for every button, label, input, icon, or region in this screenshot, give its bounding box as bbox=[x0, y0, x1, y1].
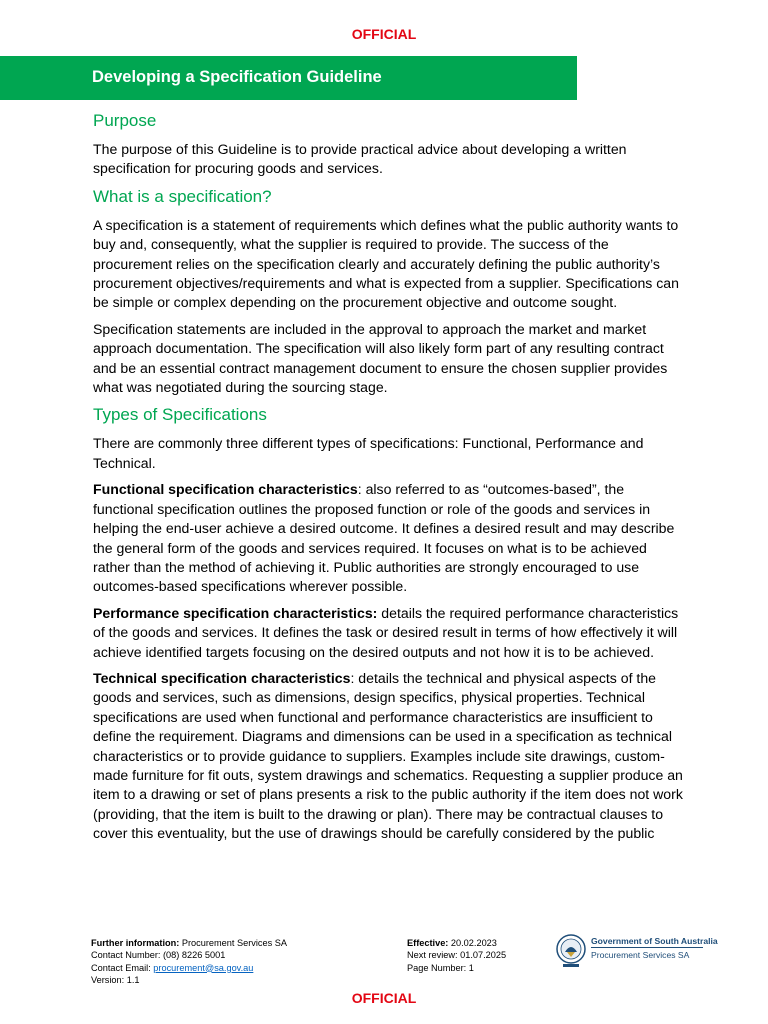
version: Version: 1.1 bbox=[91, 974, 140, 985]
functional-paragraph bbox=[93, 480, 683, 596]
further-label: Further information: bbox=[91, 938, 180, 948]
document-title: Developing a Specification Guideline bbox=[92, 68, 382, 86]
performance-label: Performance specification characteristics: bbox=[93, 604, 378, 621]
what-is-paragraph-1: A specification is a statement of requirements which defines what the public authority wants to buy and, consequently, what the supplier is required to provide. The success of the procurement relies on the specification clearly and accurately defining the public authority’s procurement objectives/requirements and what is expected from a supplier. Specifications can be simple or complex depending on the procurement objective and outcome sought. bbox=[93, 216, 679, 311]
classification-top: OFFICIAL bbox=[351, 26, 417, 42]
classification-bottom: OFFICIAL bbox=[351, 990, 417, 1006]
logo-divider bbox=[591, 947, 703, 948]
document-body bbox=[93, 110, 683, 851]
what-is-paragraph-2: Specification statements are included in the approval to approach the market and market approach documentation. The specification will also likely form part of any resulting contract and be an essential contract management document to ensure the chosen supplier provides what was negotiated during the sourcing stage. bbox=[93, 320, 668, 396]
further-value: Procurement Services SA bbox=[179, 938, 288, 948]
government-logo bbox=[555, 933, 718, 973]
heading-what-is: What is a specification? bbox=[93, 186, 272, 206]
logo-procurement-text: Procurement Services SA bbox=[591, 950, 690, 960]
heading-types: Types of Specifications bbox=[93, 405, 267, 425]
types-intro: There are commonly three different types of specifications: Functional, Performance and Technical. bbox=[93, 435, 644, 471]
contact-email-label: Contact Email: bbox=[91, 962, 154, 973]
technical-label: Technical specification characteristics bbox=[93, 669, 351, 686]
performance-paragraph bbox=[93, 604, 683, 662]
sa-government-crest-icon bbox=[555, 933, 587, 971]
contact-email-link[interactable]: procurement@sa.gov.au bbox=[153, 962, 254, 973]
functional-text: : also referred to as “outcomes-based”, the functional specification outlines the proposed function or role of the goods and services in helping the end-user achieve a desired outcome. It defines a desired result and may describe the general form of the goods and services required. It focuses on what is to be achieved rather than the method of achieving it. Public authorities are strongly encouraged to use outcomes-based specifications wherever possible. bbox=[93, 481, 675, 595]
purpose-paragraph: The purpose of this Guideline is to provide practical advice about developing a written specification for procuring goods and services. bbox=[93, 141, 627, 177]
page-number: Page Number: 1 bbox=[407, 962, 474, 973]
further-information bbox=[91, 937, 391, 949]
footer-contact bbox=[91, 937, 391, 986]
technical-text: : details the technical and physical aspects of the goods and services, such as dimensions, design specifics, physical properties. Technical specifications are used when functional and performance characteristics are insufficient to define the requirement. Diagrams and dimensions can be used in a specification as technical characteristics or to provide guidance to suppliers. Examples include site drawings, custom-made furniture for fit outs, system drawings and schematics. Requesting a supplier produce an item to a drawing or set of plans presents a risk to the public authority if the item does not work (providing, that the item is built to the drawing or plan). There may be contractual clauses to cover this eventuality, but the use of drawings should be carefully considered by the public bbox=[93, 669, 683, 842]
next-review: Next review: 01.07.2025 bbox=[407, 950, 507, 961]
effective-value: 20.02.2023 bbox=[448, 938, 497, 948]
page-footer bbox=[91, 936, 718, 991]
contact-email-row bbox=[91, 962, 391, 974]
contact-number: Contact Number: (08) 8226 5001 bbox=[91, 950, 226, 961]
functional-label: Functional specification characteristics bbox=[93, 481, 358, 498]
logo-government-text: Government of South Australia bbox=[591, 936, 718, 946]
performance-text: details the required performance characteristics of the goods and services. It defines the task or desired result in terms of how effectively it will achieve identified targets focusing on the desired outputs and not how it is to be achieved. bbox=[93, 604, 679, 660]
footer-dates bbox=[407, 937, 557, 974]
effective-date bbox=[407, 937, 557, 949]
effective-label: Effective: bbox=[407, 938, 449, 948]
title-banner bbox=[0, 56, 577, 100]
heading-purpose: Purpose bbox=[93, 111, 157, 130]
technical-paragraph bbox=[93, 669, 683, 844]
